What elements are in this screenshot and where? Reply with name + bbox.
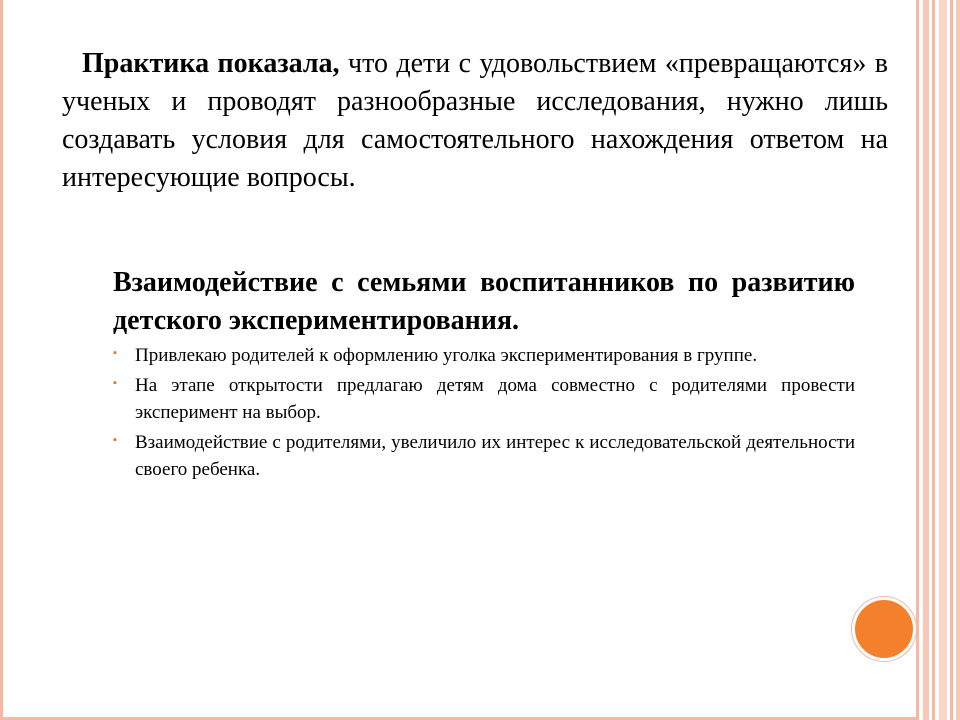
- list-item: [113, 372, 855, 426]
- decorative-stripes: [916, 0, 960, 720]
- bullet-text: На этапе открытости предлагаю детям дома совместно с родителями провести эксперимент на выбор.: [135, 375, 855, 423]
- intro-text: что дети с удовольствием «превращаются» в ученых и проводят разнообразные исследования, нужно лишь создавать условия для самостоятельного нахождения ответом на интересующие вопросы.: [62, 48, 888, 193]
- intro-paragraph: [62, 45, 888, 197]
- bullet-list: [113, 342, 855, 486]
- list-item: [113, 429, 855, 483]
- bullet-text: Взаимодействие с родителями, увеличило их интерес к исследовательской деятельности своего ребенка.: [135, 432, 855, 480]
- bullet-icon: ▪: [113, 347, 117, 359]
- section-title: Взаимодействие с семьями воспитанников по развитию детского экспериментирования.: [113, 267, 855, 336]
- intro-lead: Практика показала,: [82, 48, 340, 79]
- bullet-text: Привлекаю родителей к оформлению уголка экспериментирования в группе.: [135, 345, 758, 366]
- orange-circle-decoration: [855, 600, 913, 658]
- list-item: [113, 342, 855, 369]
- bullet-icon: ▪: [113, 434, 117, 446]
- bullet-icon: ▪: [113, 377, 117, 389]
- left-border-line: [0, 0, 3, 720]
